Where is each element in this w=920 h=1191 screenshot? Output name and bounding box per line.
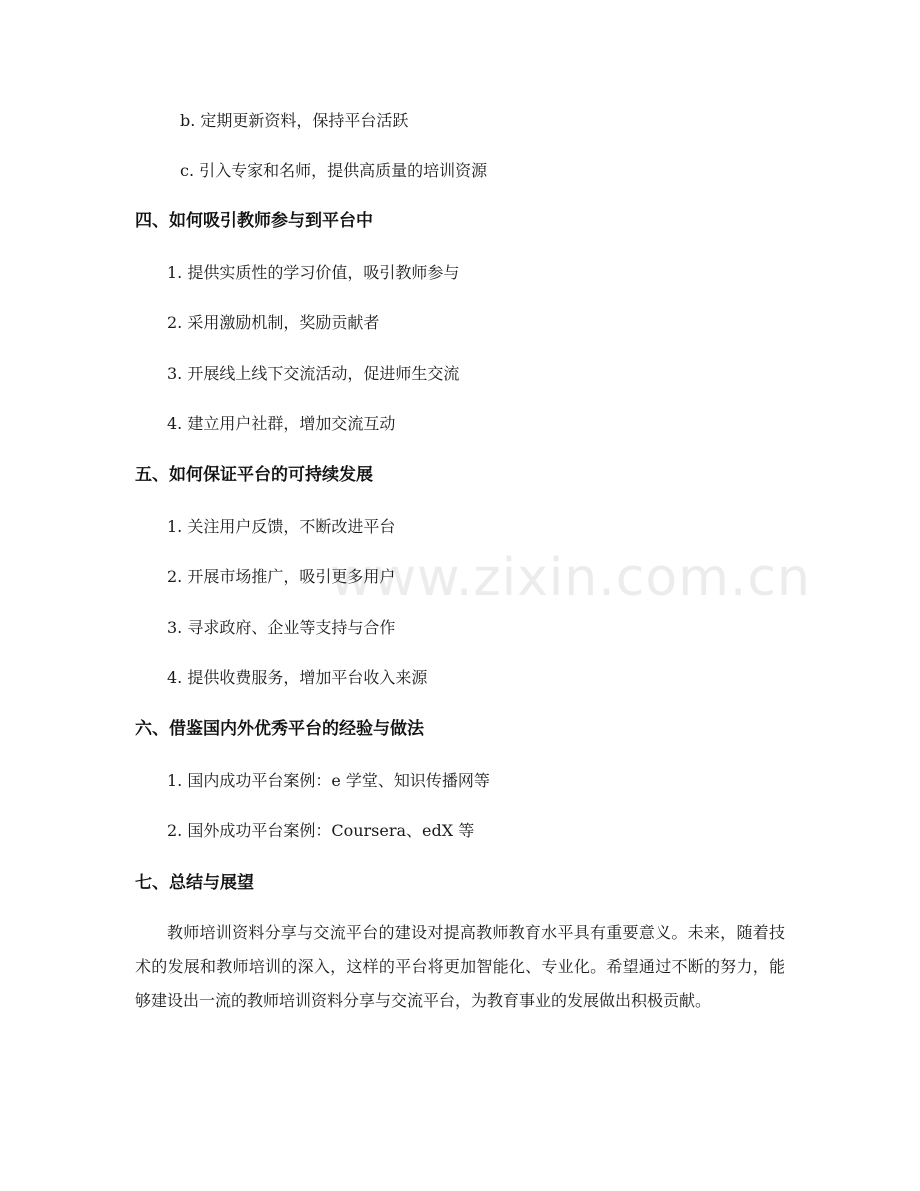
watermark: www.zixin.com.cn bbox=[330, 548, 811, 608]
list-item: 3. 寻求政府、企业等支持与合作 bbox=[167, 618, 396, 637]
summary-paragraph: 教师培训资料分享与交流平台的建设对提高教师教育水平具有重要意义。未来，随着技术的发展和教师培训的深入，这样的平台将更加智能化、专业化。希望通过不断的努力，能够建设出一流的教师培训资料分享与交流平台，为教育事业的发展做出积极贡献。 bbox=[135, 923, 785, 1010]
list-item: 4. 建立用户社群，增加交流互动 bbox=[167, 414, 396, 433]
list-item: 4. 提供收费服务，增加平台收入来源 bbox=[167, 668, 428, 687]
section-heading: 六、借鉴国内外优秀平台的经验与做法 bbox=[135, 719, 424, 739]
list-item: b. 定期更新资料，保持平台活跃 bbox=[180, 111, 409, 130]
list-item: 2. 采用激励机制，奖励贡献者 bbox=[167, 313, 380, 332]
list-item: 2. 国外成功平台案例：Coursera、edX 等 bbox=[167, 821, 475, 840]
section-heading: 五、如何保证平台的可持续发展 bbox=[135, 465, 373, 485]
list-item: c. 引入专家和名师，提供高质量的培训资源 bbox=[180, 161, 488, 180]
list-item: 3. 开展线上线下交流活动，促进师生交流 bbox=[167, 364, 460, 383]
list-item: 1. 提供实质性的学习价值，吸引教师参与 bbox=[167, 263, 460, 282]
section-heading: 四、如何吸引教师参与到平台中 bbox=[135, 211, 373, 231]
section-heading: 七、总结与展望 bbox=[135, 873, 254, 893]
list-item: 1. 国内成功平台案例：e 学堂、知识传播网等 bbox=[167, 771, 490, 790]
list-item: 1. 关注用户反馈，不断改进平台 bbox=[167, 517, 396, 536]
list-item: 2. 开展市场推广，吸引更多用户 bbox=[167, 567, 396, 586]
